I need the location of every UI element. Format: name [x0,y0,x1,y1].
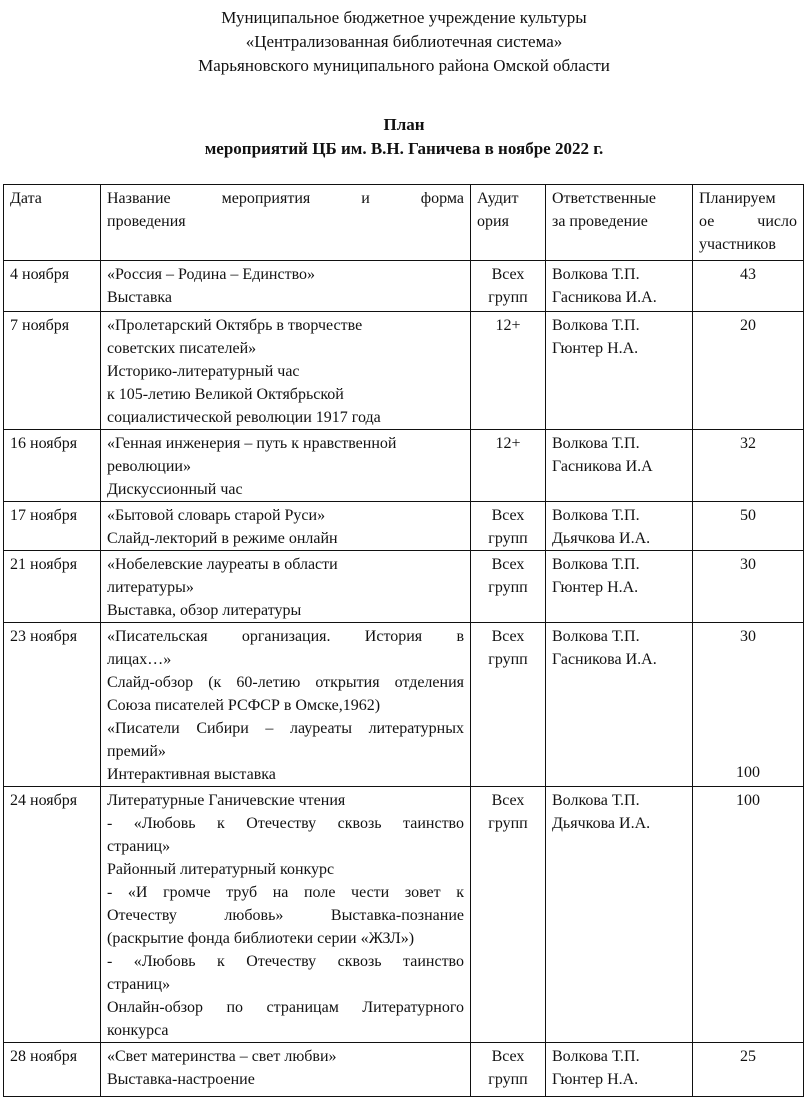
responsible-person: Гюнтер Н.А. [552,1071,639,1088]
audience-text: групп [488,289,528,306]
event-text-line: Выставка-настроение [107,1071,255,1088]
audience-text: Всех [491,628,525,645]
planned-count: 100 [736,792,760,809]
event-text-line: Слайд-лекторий в режиме онлайн [107,530,338,547]
organization-header [0,6,808,78]
header-audience: Аудит ория [471,185,546,261]
header-date: Дата [4,185,101,261]
event-text-line: «Пролетарский Октябрь в творчестве [107,317,363,334]
event-text-line: «Писатели Сибири – лауреаты литературных [107,720,464,737]
event-text-line: Слайд-обзор (к 60-летию открытия отделения [107,674,464,691]
date-cell [4,623,101,787]
responsible-person: Гасникова И.А [552,458,653,475]
responsible-person: Волкова Т.П. [552,507,640,524]
table-row [4,787,804,1043]
audience-text: Всех [491,507,525,524]
event-text-line: Интерактивная выставка [107,766,276,783]
header-row [4,185,804,261]
date-cell [4,551,101,623]
event-cell [101,502,471,551]
responsible-cell [546,787,693,1043]
event-date: 28 ноября [10,1048,78,1065]
responsible-person: Гюнтер Н.А. [552,579,639,596]
org-line: Марьяновского муниципального района Омской области [198,56,610,75]
table-row [4,261,804,312]
audience-text: Всех [491,1048,525,1065]
planned-cell [693,430,804,502]
audience-cell [471,430,546,502]
event-cell [101,261,471,312]
date-cell [4,430,101,502]
date-cell [4,787,101,1043]
responsible-person: Волкова Т.П. [552,792,640,809]
responsible-cell [546,551,693,623]
event-text-line: Выставка, обзор литературы [107,602,302,619]
event-date: 24 ноября [10,792,78,809]
responsible-cell [546,623,693,787]
audience-text: групп [488,815,528,832]
planned-cell [693,623,804,787]
event-cell [101,551,471,623]
audience-text: 12+ [495,317,521,334]
event-text-line: премий» [107,743,166,760]
planned-cell [693,787,804,1043]
event-text-line: - «И громче труб на поле чести зовет к [107,884,464,901]
audience-text: групп [488,651,528,668]
event-text-line: страниц» [107,838,171,855]
event-cell [101,1043,471,1097]
org-line: Муниципальное бюджетное учреждение культуры [221,8,587,27]
event-text-line: Историко-литературный час [107,363,300,380]
title-line: План [383,115,425,134]
responsible-person: Волкова Т.П. [552,556,640,573]
event-text-line: к 105-летию Великой Октябрьской [107,386,344,403]
event-cell [101,623,471,787]
planned-count: 32 [740,435,756,452]
event-text-line: (раскрытие фонда библиотеки серии «ЖЗЛ») [107,930,415,947]
audience-cell [471,1043,546,1097]
responsible-person: Гасникова И.А. [552,289,657,306]
audience-text: групп [488,530,528,547]
event-text-line: Онлайн-обзор по страницам Литературного [107,999,464,1016]
title-line: мероприятий ЦБ им. В.Н. Ганичева в ноябре 2022 г. [204,139,604,158]
planned-count: 25 [740,1048,756,1065]
planned-count: 100 [736,764,760,781]
audience-cell [471,787,546,1043]
table-row [4,1043,804,1097]
audience-cell [471,623,546,787]
audience-text: Всех [491,556,525,573]
responsible-person: Дьячкова И.А. [552,815,651,832]
table-row [4,623,804,787]
responsible-cell [546,312,693,430]
audience-cell [471,312,546,430]
table-row [4,551,804,623]
event-text-line: Дискуссионный час [107,481,243,498]
event-text-line: Районный литературный конкурс [107,861,335,878]
audience-cell [471,261,546,312]
planned-cell [693,312,804,430]
event-text-line: конкурса [107,1022,169,1039]
planned-count: 43 [740,266,756,283]
responsible-cell [546,261,693,312]
planned-cell [693,1043,804,1097]
event-text-line: - «Любовь к Отечеству сквозь таинство [107,815,464,832]
responsible-person: Волкова Т.П. [552,266,640,283]
date-cell [4,312,101,430]
event-date: 21 ноября [10,556,78,573]
event-text-line: «Нобелевские лауреаты в области [107,556,338,573]
responsible-person: Волкова Т.П. [552,317,640,334]
planned-count: 30 [740,628,756,645]
planned-cell [693,551,804,623]
event-text-line: «Россия – Родина – Единство» [107,266,316,283]
audience-text: групп [488,1071,528,1088]
date-cell [4,502,101,551]
header-responsible: Ответственные за проведение [546,185,693,261]
responsible-person: Волкова Т.П. [552,435,640,452]
planned-count: 30 [740,556,756,573]
events-table [3,184,804,1097]
table-row [4,430,804,502]
event-text-line: Союза писателей РСФСР в Омске,1962) [107,697,381,714]
table-row [4,312,804,430]
planned-count: 20 [740,317,756,334]
responsible-cell [546,502,693,551]
event-text-line: страниц» [107,976,171,993]
event-text-line: лицах…» [107,651,172,668]
event-text-line: Литературные Ганичевские чтения [107,792,346,809]
responsible-cell [546,1043,693,1097]
event-text-line: «Генная инженерия – путь к нравственной [107,435,397,452]
table-row [4,502,804,551]
document-title [0,113,808,161]
event-text-line: революции» [107,458,191,475]
responsible-cell [546,430,693,502]
event-text-line: советских писателей» [107,340,257,357]
audience-text: Всех [491,792,525,809]
event-text-line: Выставка [107,289,172,306]
event-date: 23 ноября [10,628,78,645]
event-text-line: - «Любовь к Отечеству сквозь таинство [107,953,464,970]
event-text-line: Отечеству любовь» Выставка-познание [107,907,464,924]
audience-text: 12+ [495,435,521,452]
event-text-line: социалистической революции 1917 года [107,409,381,426]
event-date: 16 ноября [10,435,78,452]
audience-cell [471,502,546,551]
event-date: 17 ноября [10,507,78,524]
date-cell [4,1043,101,1097]
header-planned: Планируем ое число участников [693,185,804,261]
event-cell [101,787,471,1043]
responsible-person: Гюнтер Н.А. [552,340,639,357]
audience-text: Всех [491,266,525,283]
event-text-line: «Свет материнства – свет любви» [107,1048,337,1065]
event-date: 7 ноября [10,317,70,334]
event-date: 4 ноября [10,266,70,283]
planned-cell [693,502,804,551]
responsible-person: Гасникова И.А. [552,651,657,668]
planned-count: 50 [740,507,756,524]
org-line: «Централизованная библиотечная система» [245,32,563,51]
responsible-person: Дьячкова И.А. [552,530,651,547]
header-event: Название мероприятия и форма проведения [101,185,471,261]
event-text-line: литературы» [107,579,194,596]
event-text-line: «Бытовой словарь старой Руси» [107,507,326,524]
responsible-person: Волкова Т.П. [552,1048,640,1065]
event-text-line: «Писательская организация. История в [107,628,464,645]
event-cell [101,312,471,430]
responsible-person: Волкова Т.П. [552,628,640,645]
planned-cell [693,261,804,312]
event-cell [101,430,471,502]
date-cell [4,261,101,312]
audience-cell [471,551,546,623]
audience-text: групп [488,579,528,596]
